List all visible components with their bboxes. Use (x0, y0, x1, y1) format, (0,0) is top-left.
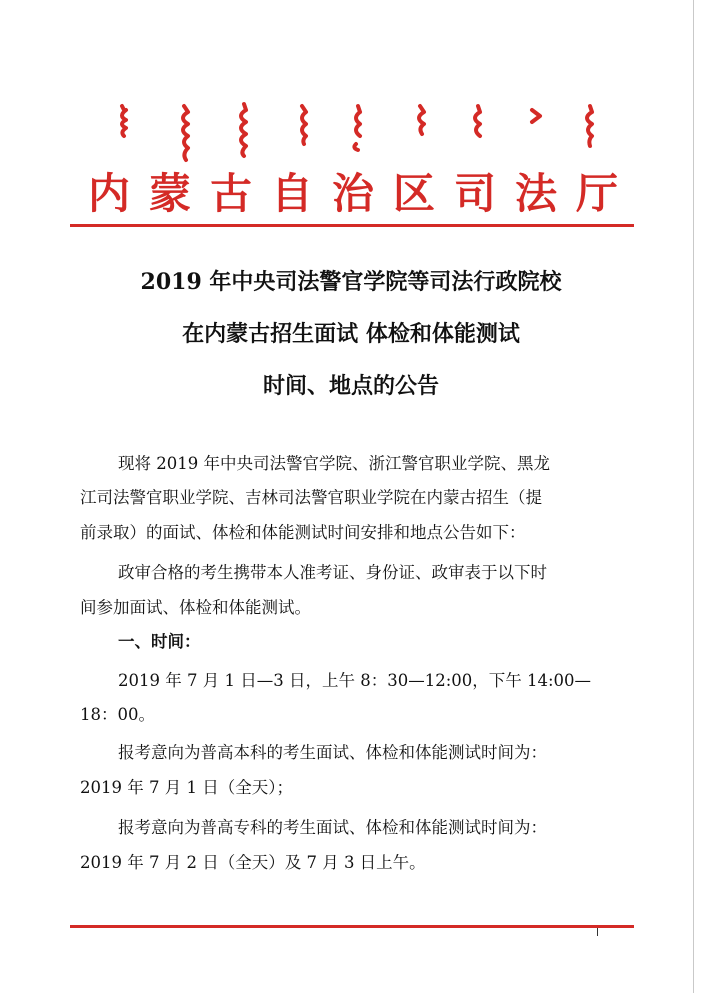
paragraph-1-line-2: 江司法警官职业学院、吉林司法警官职业学院在内蒙古招生（提 (80, 488, 542, 507)
paragraph-2-line-1: 政审合格的考生携带本人准考证、身份证、政审表于以下时 (118, 563, 547, 582)
paragraph-2-line-2: 间参加面试、体检和体能测试。 (80, 598, 311, 617)
scan-edge-line (693, 0, 694, 993)
time-line-1: 2019 年 7 月 1 日—3 日，上午 8：30—12:00，下午 14:00— (118, 671, 592, 690)
mongolian-script-header (112, 100, 612, 170)
mongolian-script-graphic (112, 100, 612, 170)
college-schedule-line-1: 报考意向为普高专科的考生面试、体检和体能测试时间为： (118, 818, 547, 837)
section-heading-time: 一、时间： (118, 632, 201, 651)
college-schedule-line-2: 2019 年 7 月 2 日（全天）及 7 月 3 日上午。 (80, 853, 426, 872)
paragraph-1-line-3: 前录取）的面试、体检和体能测试时间安排和地点公告如下： (80, 523, 526, 542)
footer-red-rule (70, 925, 634, 928)
paragraph-1-line-1: 现将 2019 年中央司法警官学院、浙江警官职业学院、黑龙 (118, 454, 550, 473)
notice-title-line-2: 在内蒙古招生面试 体检和体能测试 (182, 321, 520, 347)
undergrad-schedule-line-2: 2019 年 7 月 1 日（全天）； (80, 778, 293, 797)
page-mark (597, 928, 598, 936)
letterhead-red-rule (70, 224, 634, 227)
notice-title-line-1: 2019 年中央司法警官学院等司法行政院校 (140, 269, 562, 295)
time-line-2: 18：00。 (80, 705, 155, 724)
undergrad-schedule-line-1: 报考意向为普高本科的考生面试、体检和体能测试时间为： (118, 743, 547, 762)
agency-name: 内蒙古自治区司法厅 (88, 169, 618, 218)
notice-title-line-3: 时间、地点的公告 (262, 373, 439, 399)
